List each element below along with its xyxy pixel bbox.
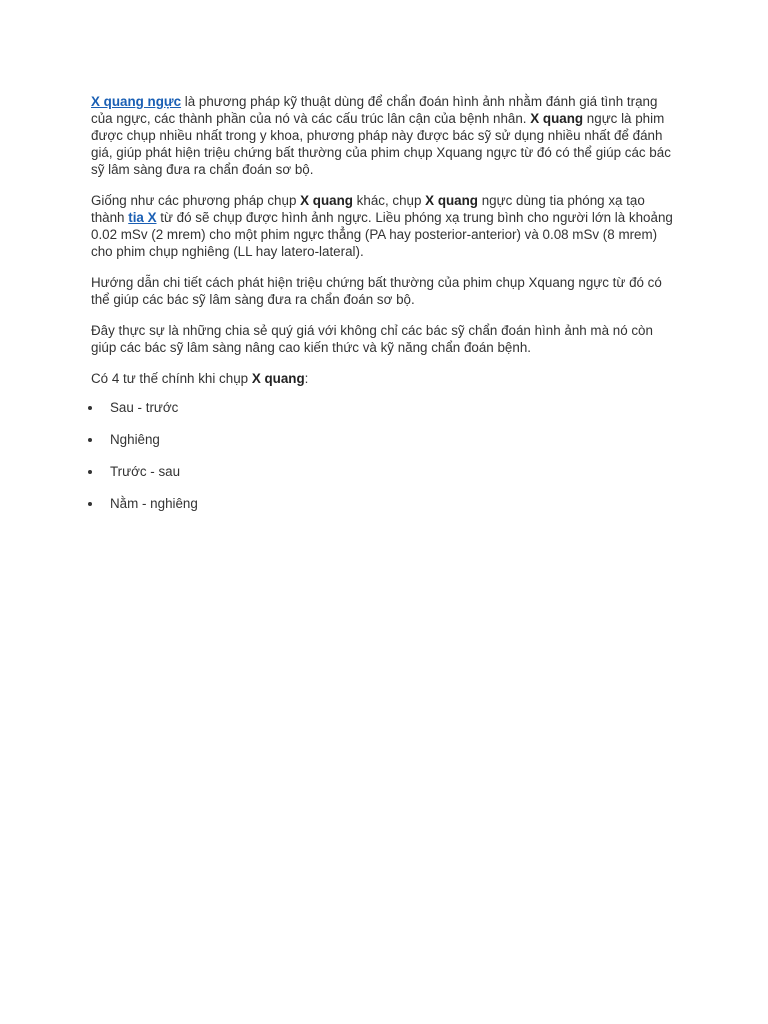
sharing-paragraph: Đây thực sự là những chia sẻ quý giá với không chỉ các bác sỹ chẩn đoán hình ảnh mà nó còn giúp các bác sỹ lâm sàng nâng cao kiến thức và kỹ năng chẩn đoán bệnh. [91,323,653,355]
list-item-label: Nghiêng [110,432,160,447]
positions-list [91,399,678,512]
bullet-icon [88,438,92,442]
x-quang-nguc-link[interactable]: X quang ngực [91,94,182,109]
bullet-icon [88,470,92,474]
bold-term: X quang [300,193,353,208]
list-item-label: Sau - trước [110,400,179,415]
bullet-icon [88,502,92,506]
list-item-label: Trước - sau [110,464,181,479]
list-item [91,463,678,480]
paragraph-text: Có 4 tư thế chính khi chụp [91,371,252,386]
positions-intro-paragraph [91,370,678,387]
bullet-icon [88,406,92,410]
intro-paragraph [91,93,678,178]
paragraph-text: là phương pháp kỹ thuật dùng để chẩn đoán hình ảnh nhằm đánh giá tình trạng của ngực, các thành phần của nó và các cấu trúc lân cận của bệnh nhân. [91,94,658,126]
paragraph-text: ngực là phim được chụp nhiều nhất trong y khoa, phương pháp này được bác sỹ sử dụng nhiều nhất để đánh giá, giúp phát hiện triệu chứng bất thường của phim chụp Xquang ngực từ đó có thể giúp các bác sỹ lâm sàng đưa ra chẩn đoán sơ bộ. [91,111,671,177]
paragraph-text: khác, chụp [352,193,426,208]
tia-x-link[interactable]: tia X [128,210,157,225]
list-item [91,495,678,512]
bold-term: X quang [251,371,305,386]
guide-paragraph: Hướng dẫn chi tiết cách phát hiện triệu chứng bất thường của phim chụp Xquang ngực từ đó có thể giúp các bác sỹ lâm sàng đưa ra chẩn đoán sơ bộ. [91,275,662,307]
paragraph-text: ngực dùng tia phóng xạ tạo thành [91,193,645,225]
bold-term: X quang [425,193,478,208]
list-item [91,399,678,416]
bold-term: X quang [530,111,584,126]
list-item [91,431,678,448]
radiation-paragraph [91,192,678,260]
paragraph-text: Giống như các phương pháp chụp [91,193,301,208]
list-item-label: Nằm - nghiêng [110,496,198,511]
paragraph-text: từ đó sẽ chụp được hình ảnh ngực. Liều phóng xạ trung bình cho người lớn là khoảng 0.02 mSv (2 mrem) cho một phim ngực thẳng (PA hay posterior-anterior) và 0.08 mSv (8 mrem) cho phim chụp nghiêng (LL hay latero-lateral). [91,210,673,259]
paragraph-text: : [304,371,309,386]
